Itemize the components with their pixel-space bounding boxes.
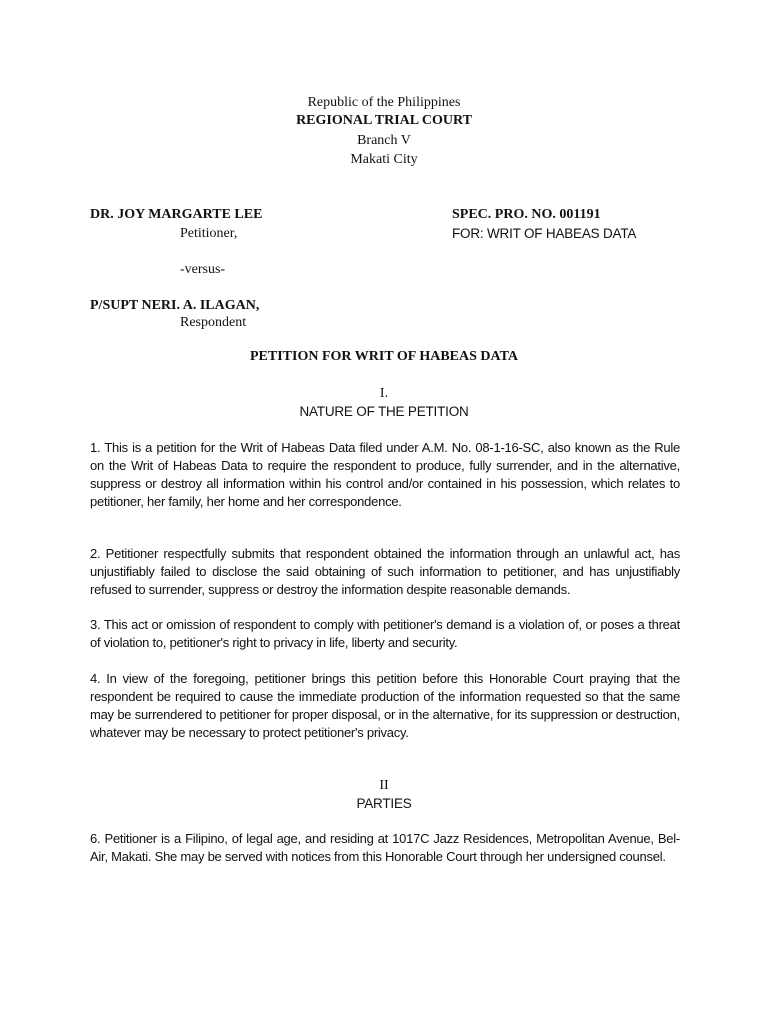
section-numeral: II	[379, 778, 389, 793]
section-heading: PARTIES	[356, 796, 412, 811]
paragraph: 2. Petitioner respectfully submits that respondent obtained the information through an unlawful act, has unjustifiably failed to disclose the said obtaining of such information to petitioner, and has unjustifiably refused to surrender, suppress or destroy the information despite reasonable demands.	[90, 546, 680, 597]
section-heading: NATURE OF THE PETITION	[299, 404, 469, 419]
petition-title: PETITION FOR WRIT OF HABEAS DATA	[250, 349, 518, 364]
respondent-name: P/SUPT NERI. A. ILAGAN,	[90, 298, 260, 313]
republic-line: Republic of the Philippines	[307, 95, 461, 110]
petitioner-role: Petitioner,	[180, 226, 238, 241]
respondent-role: Respondent	[180, 315, 247, 330]
paragraph: 1. This is a petition for the Writ of Habeas Data filed under A.M. No. 08-1-16-SC, also known as the Rule on the Writ of Habeas Data to require the respondent to produce, fully surrender, and in the alternative, suppress or destroy all information within his control and/or contained in his possession, which relates to petitioner, her family, her home and her correspondence.	[90, 440, 680, 509]
paragraph: 6. Petitioner is a Filipino, of legal age, and residing at 1017C Jazz Residences, Metropolitan Avenue, Bel-Air, Makati. She may be served with notices from this Honorable Court through her undersigned counsel.	[90, 831, 680, 864]
section-numeral: I.	[379, 386, 389, 401]
petitioner-name: DR. JOY MARGARTE LEE	[90, 207, 263, 222]
court-name: REGIONAL TRIAL COURT	[296, 113, 472, 128]
branch-line: Branch V	[357, 133, 411, 148]
paragraph: 4. In view of the foregoing, petitioner brings this petition before this Honorable Court praying that the respondent be required to cause the immediate production of the information requested so that the same may be surrendered to petitioner for proper disposal, or in the alternative, for its suppression or destruction, whatever may be necessary to protect petitioner's privacy.	[90, 671, 680, 740]
case-for: FOR: WRIT OF HABEAS DATA	[452, 226, 637, 241]
case-number: SPEC. PRO. NO. 001191	[452, 207, 601, 222]
versus-line: -versus-	[180, 262, 226, 277]
city-line: Makati City	[350, 152, 418, 167]
paragraph: 3. This act or omission of respondent to comply with petitioner's demand is a violation of, or poses a threat of violation to, petitioner's right to privacy in life, liberty and security.	[90, 617, 680, 650]
